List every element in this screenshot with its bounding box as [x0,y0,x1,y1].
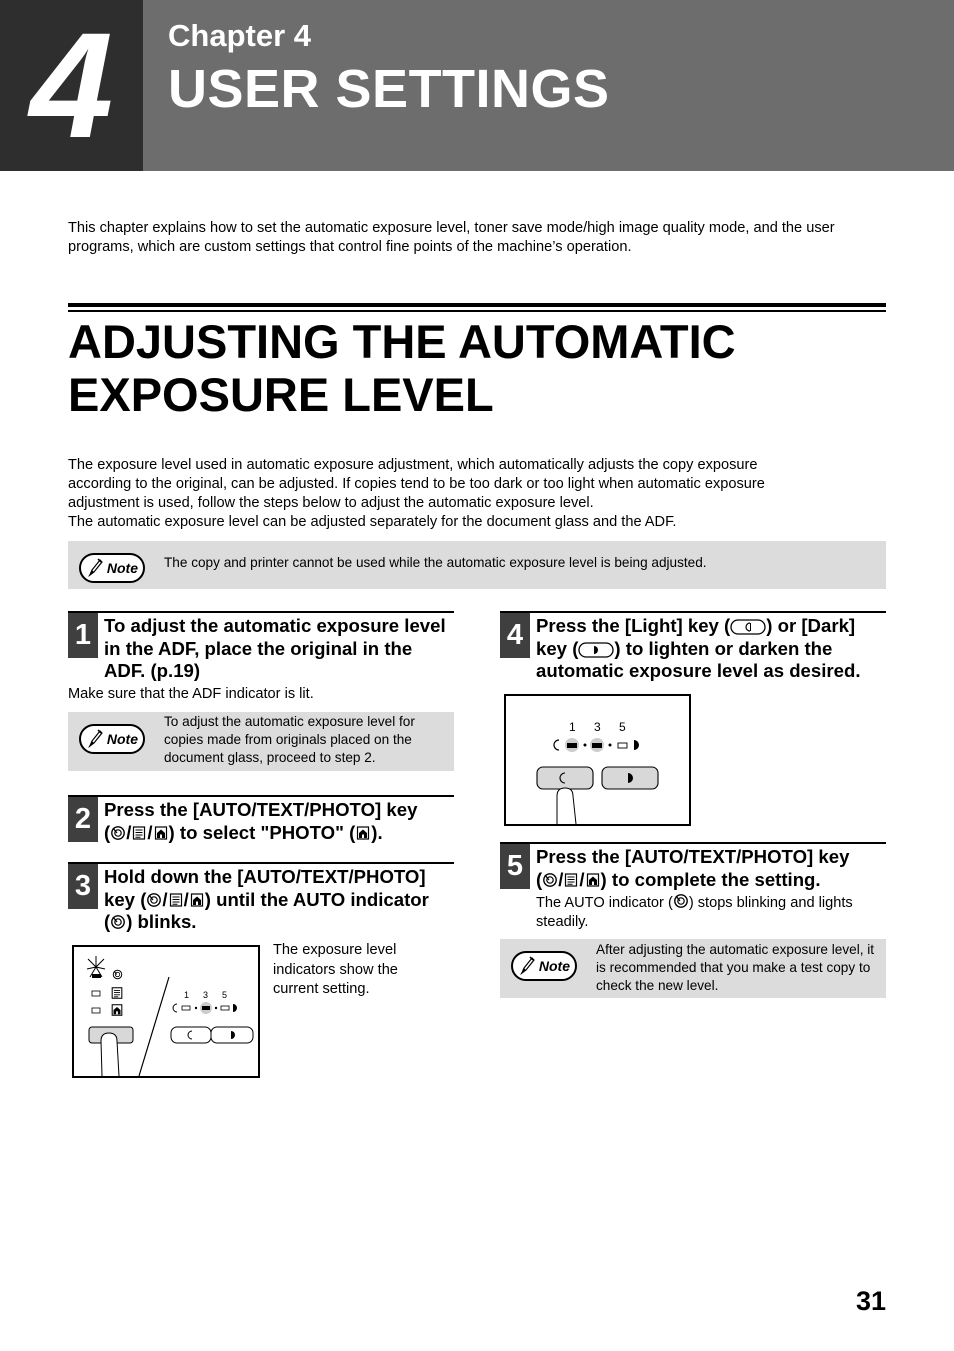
light-key [537,767,593,789]
step-4 [500,611,886,683]
level-tick-1: 1 [569,720,576,734]
step-5-body-text: The AUTO indicator ( [536,895,673,911]
finger [101,1033,119,1076]
section-rule-thin [68,310,886,312]
light-symbol [173,1004,177,1012]
auto-mode-icon [110,825,126,841]
step-number: 4 [500,613,530,658]
paren-close: ). [371,821,383,843]
step-title-text: ) to select "PHOTO" ( [168,821,356,843]
paren-open: ( [536,868,543,890]
level-dot [584,744,587,747]
light-key [171,1027,211,1043]
photo-mode-icon [189,892,205,908]
section-intro-line3: adjustment is used, follow the steps below to adjust the automatic exposure level. [68,495,594,511]
photo-mode-icon [153,825,169,841]
note-badge [79,553,145,583]
photo-indicator [92,1008,100,1013]
note-text: After adjusting the automatic exposure level, it is recommended that you make a test copy to check the new level. [596,942,875,993]
note-badge [511,951,577,981]
operation-panel-illustration-1 [72,945,260,1078]
level-led-5 [618,743,627,748]
note-label: Note [106,731,138,747]
section-intro-line2: according to the original, can be adjusted. If copies tend to be too dark or too light when automatic exposure [68,476,765,492]
section-intro-line1: The exposure level used in automatic exposure adjustment, which automatically adjusts the copy exposure [68,457,758,473]
level-tick-5: 5 [222,990,228,1000]
note-box-step5 [500,939,886,998]
step-title-line1: Hold down the [AUTO/TEXT/PHOTO] [104,866,426,887]
step-title-line1: Press the [AUTO/TEXT/PHOTO] key [104,799,418,820]
text-mode-icon [563,872,579,888]
step-3-caption: The exposure level indicators show the current setting. [273,942,398,998]
step-title-text: Press the [Light] key ( [536,615,731,636]
level-led-3-lit [202,1006,210,1010]
step-5-body [536,893,886,932]
section-title-line1: ADJUSTING THE AUTOMATIC [68,315,736,368]
light-symbol [554,740,559,750]
step-title-text: ) blinks. [126,911,197,933]
step-title: Hold down the [AUTO/TEXT/PHOTO] key ( / / ) until the AUTO indicator ( ) blinks. [104,866,429,933]
dark-symbol [233,1004,237,1012]
divider-line [139,977,169,1076]
chapter-intro: This chapter explains how to set the automatic exposure level, toner save mode/high image quality mode, and the user programs, which are custom settings that control fine points of the machine’s operation. [68,220,835,255]
step-title-text: ) to complete the setting. [600,868,821,890]
step-title: Press the [AUTO/TEXT/PHOTO] key ( / / ) to select "PHOTO" ( ). [104,799,418,843]
step-title-text: automatic exposure level as desired. [536,660,861,682]
text-mode-icon [131,825,147,841]
dark-symbol [634,740,639,750]
auto-mode-icon [542,872,558,888]
text-indicator [92,991,100,996]
pen-icon [87,729,103,749]
step-2 [68,795,454,845]
level-dot [195,1007,197,1009]
step-1 [68,611,454,683]
note-box-top [68,541,886,589]
finger [557,788,576,824]
section-title [68,315,898,421]
paren-open: ( [104,821,111,843]
level-led-1-lit [567,743,577,748]
pen-icon [519,956,535,976]
panel-drawing [506,696,689,824]
step-title: To adjust the automatic exposure level in the ADF, place the original in the ADF. (p.19) [104,615,446,682]
level-tick-3: 3 [203,990,209,1000]
step-number: 3 [68,864,98,909]
level-led-1 [182,1006,190,1010]
panel-drawing [74,947,258,1076]
level-tick-3: 3 [594,720,601,734]
photo-mode-icon [355,825,371,841]
photo-mode-icon [585,872,601,888]
note-box-step1 [68,712,454,771]
level-led-5 [221,1006,229,1010]
section-title-line2: EXPOSURE LEVEL [68,368,494,421]
level-tick-5: 5 [619,720,626,734]
chapter-title: USER SETTINGS [168,59,610,119]
photo-mode-icon [112,1005,122,1016]
level-tick-1: 1 [184,990,190,1000]
level-led-3-lit [592,743,602,748]
section-intro-line4: The automatic exposure level can be adjusted separately for the document glass and the ADF. [68,514,677,530]
blink-rays [87,956,105,977]
page-number: 31 [855,1286,886,1316]
auto-indicator-lit [92,974,101,978]
chapter-label: Chapter 4 [168,18,311,53]
step-title-text: ) to lighten or darken the [614,637,833,659]
step-3 [68,862,454,934]
step-number: 5 [500,844,530,889]
note-text: To adjust the automatic exposure level for copies made from originals placed on the document glass, proceed to step 2. [164,714,415,765]
step-title: Press the [AUTO/TEXT/PHOTO] key ( / / ) to complete the setting. [536,846,850,890]
step-number: 1 [68,613,98,658]
auto-mode-icon [673,893,689,909]
section-intro [68,456,888,532]
step-number: 2 [68,797,98,842]
auto-mode-icon [113,970,122,979]
step-title-text: ) or [Dark] [766,615,856,636]
step-title [536,615,886,683]
step-5-body-text: ) stops blinking and lights steadily. [536,895,853,930]
level-dot [215,1007,217,1009]
level-dot [609,744,612,747]
pen-icon [87,558,103,578]
step-title-text: key ( [536,637,579,659]
step-title-line1: Press the [AUTO/TEXT/PHOTO] key [536,846,850,867]
note-label: Note [538,958,570,974]
step-5 [500,842,886,892]
text-mode-icon [168,892,184,908]
chapter-header [0,0,954,171]
section-rule-thick [68,303,886,307]
chapter-number: 4 [0,0,143,171]
step-title-text: ) until the AUTO indicator [204,888,429,910]
step-1-body: Make sure that the ADF indicator is lit. [68,686,314,702]
paren-open: ( [104,911,111,933]
auto-mode-icon [146,892,162,908]
step-title-text: key ( [104,888,147,910]
dark-key-icon [578,642,614,658]
auto-mode-icon [110,914,126,930]
text-mode-icon [112,988,122,999]
note-label: Note [106,560,138,576]
note-badge [79,724,145,754]
light-key-icon [730,619,766,635]
operation-panel-illustration-2 [504,694,691,826]
note-text: The copy and printer cannot be used while the automatic exposure level is being adjusted. [164,555,707,570]
